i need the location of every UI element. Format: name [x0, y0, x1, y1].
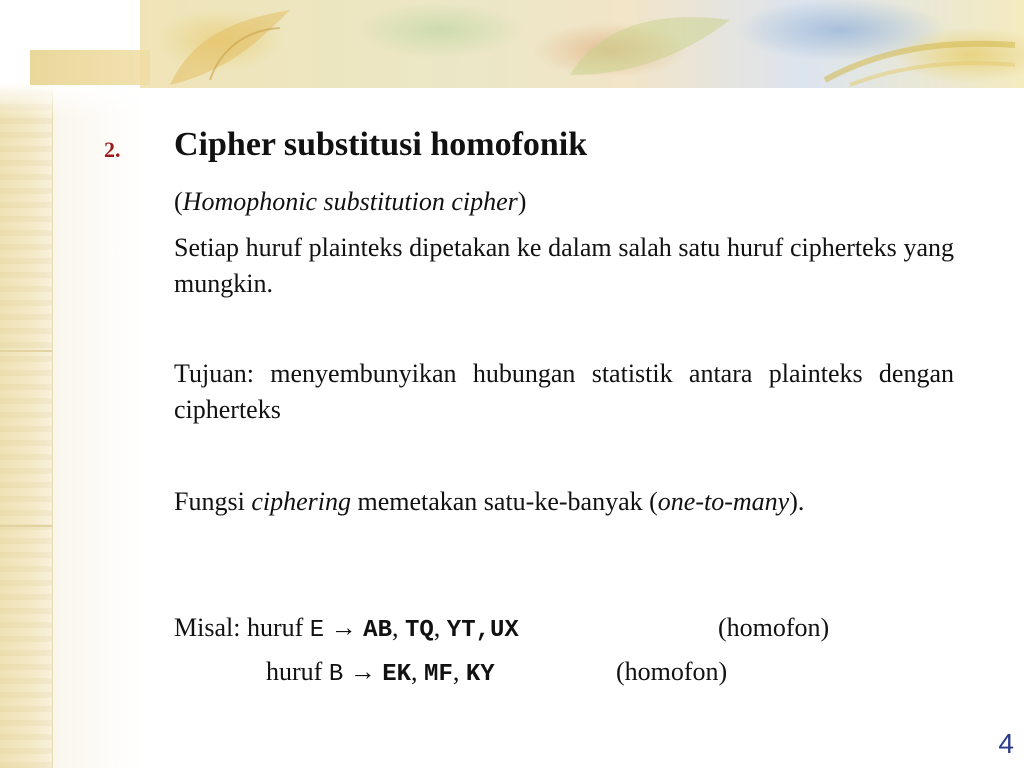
- paragraph-goal: Tujuan: menyembunyikan hubungan statistik antara plainteks dengan cipherteks: [174, 359, 954, 424]
- arrow-icon: →: [330, 613, 357, 642]
- page-number: 4: [998, 728, 1014, 759]
- example-letter: E: [309, 617, 325, 644]
- example-note: (homofon): [616, 657, 728, 686]
- example-line-b: huruf B → EK, MF, KY: [266, 657, 495, 688]
- example-letter: B: [328, 661, 344, 688]
- arrow-icon: →: [349, 657, 376, 686]
- subtitle: (Homophonic substitution cipher): [174, 187, 527, 216]
- paragraph-function: Fungsi ciphering memetakan satu-ke-banyak (one-to-many).: [174, 487, 805, 516]
- paragraph-definition: Setiap huruf plainteks dipetakan ke dalam salah satu huruf cipherteks yang mungkin.: [174, 233, 954, 298]
- list-number: 2.: [104, 137, 121, 162]
- example-line-e: Misal: huruf E → AB, TQ, YT,UX: [174, 613, 519, 644]
- example-note: (homofon): [718, 613, 830, 642]
- slide-title: Cipher substitusi homofonik: [174, 126, 588, 163]
